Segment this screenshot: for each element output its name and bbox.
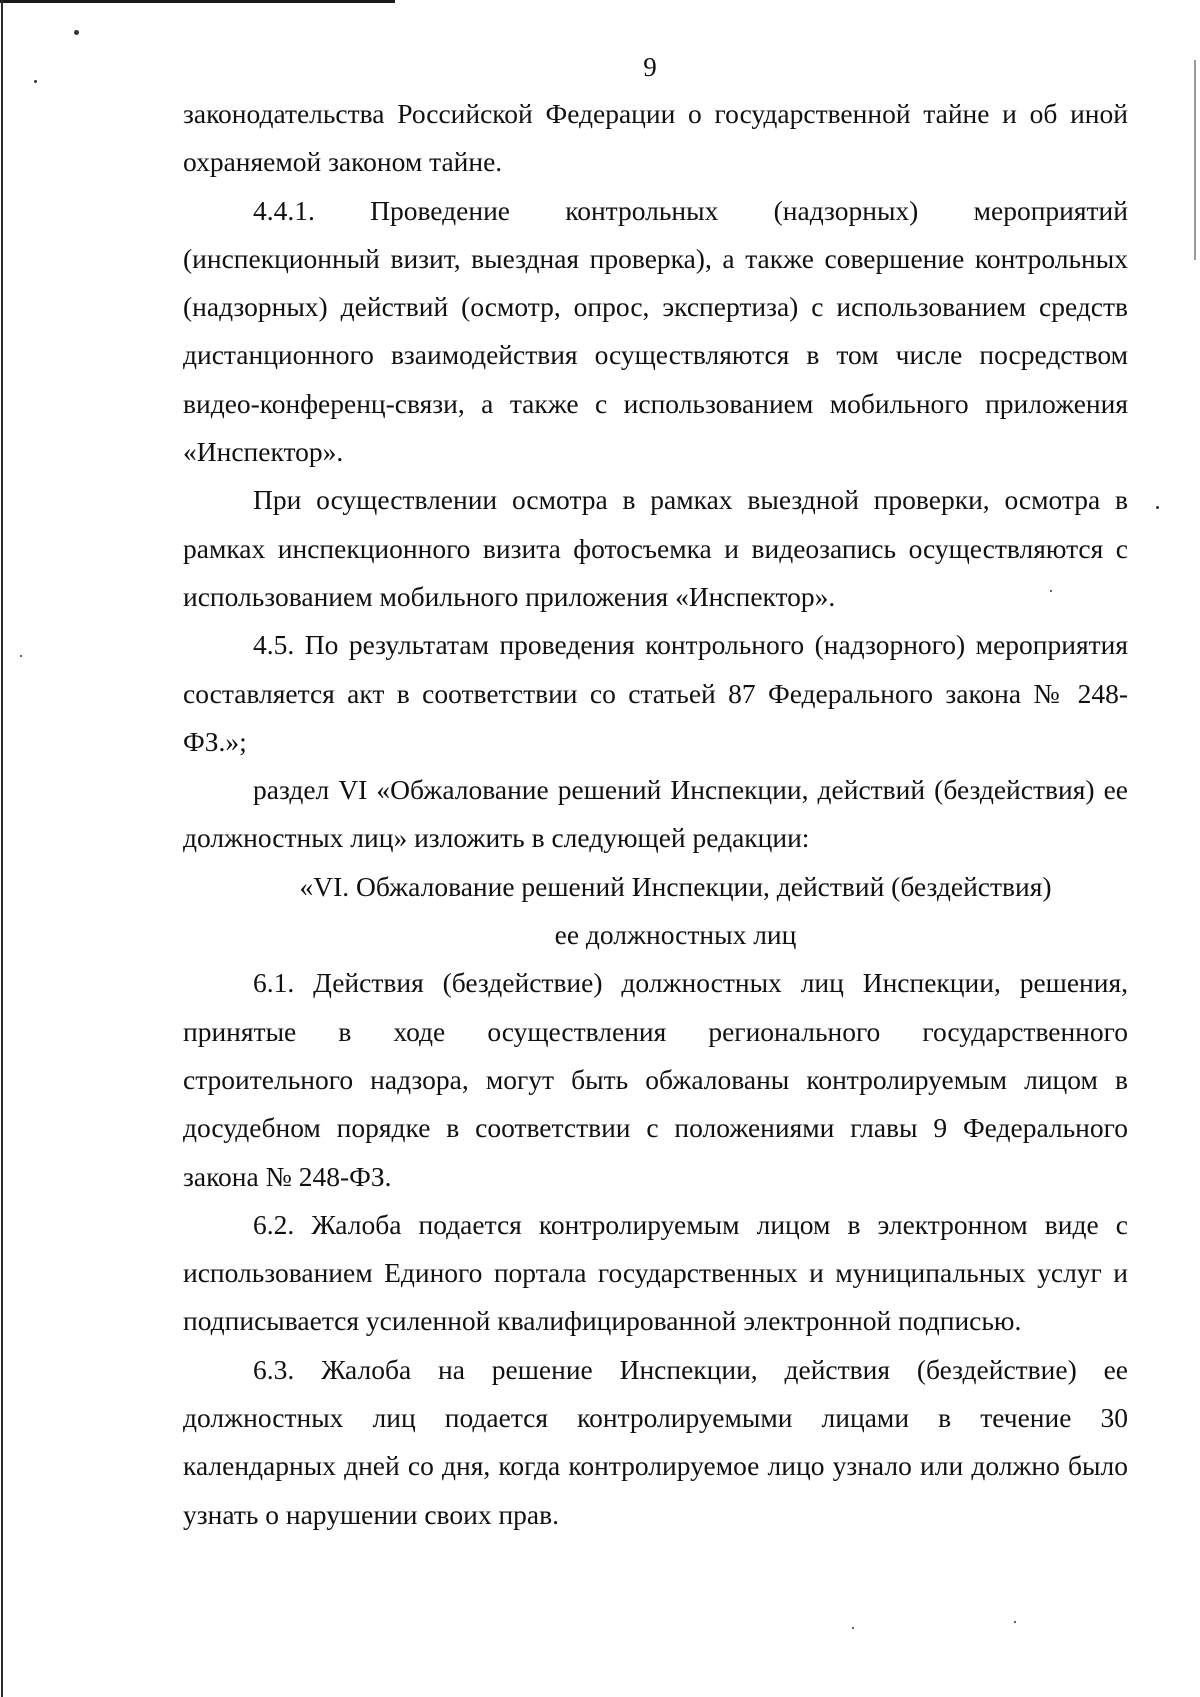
scan-speck bbox=[1156, 506, 1159, 509]
scan-speck bbox=[74, 30, 79, 35]
document-body bbox=[183, 90, 1128, 1539]
scan-speck bbox=[20, 655, 22, 657]
scan-speck bbox=[1014, 1621, 1016, 1623]
section-heading-line-1: «VI. Обжалование решений Инспекции, действий (бездействия) bbox=[299, 870, 1052, 902]
scan-edge-top bbox=[0, 0, 395, 3]
page-number: 9 bbox=[643, 52, 657, 82]
paragraph-6-2: 6.2. Жалоба подается контролируемым лицом в электронном виде с использованием Единого портала государственных и муниципальных услуг и подписывается усиленной квалифицированной электронной подписью. bbox=[183, 1208, 1128, 1337]
scan-edge-right bbox=[1194, 60, 1196, 260]
paragraph-continuation: законодательства Российской Федерации о государственной тайне и об иной охраняемой законом тайне. bbox=[183, 98, 1128, 178]
paragraph-6-3: 6.3. Жалоба на решение Инспекции, действия (бездействие) ее должностных лиц подается контролируемыми лицами в течение 30 календарных дней со дня, когда контролируемое лицо узнало или должно было узнать о нарушении своих прав. bbox=[183, 1353, 1128, 1530]
scan-edge-left bbox=[1, 0, 3, 1697]
paragraph-section-vi-intro: раздел VI «Обжалование решений Инспекции, действий (бездействия) ее должностных лиц» изложить в следующей редакции: bbox=[183, 774, 1128, 854]
paragraph-6-1: 6.1. Действия (бездействие) должностных лиц Инспекции, решения, принятые в ходе осуществления регионального государственного строительного надзора, могут быть обжалованы контролируемым лицом в досудебном порядке в соответствии с положениями главы 9 Федерального закона № 248-ФЗ. bbox=[183, 967, 1128, 1192]
section-heading-line-2: ее должностных лиц bbox=[554, 919, 797, 951]
scan-speck bbox=[852, 1627, 854, 1629]
paragraph-4-5: 4.5. По результатам проведения контрольного (надзорного) мероприятия составляется акт в соответствии со статьей 87 Федерального закона № 248-ФЗ.»; bbox=[183, 629, 1128, 757]
paragraph-4-4-1: 4.4.1. Проведение контрольных (надзорных) мероприятий (инспекционный визит, выездная проверка), а также совершение контрольных (надзорных) действий (осмотр, опрос, экспертиза) с использованием средств дистанционного взаимодействия осуществляются в том числе посредством видео-конференц-связи, а также с использованием мобильного приложения «Инспектор». bbox=[183, 194, 1128, 468]
paragraph-inspection-photo: При осуществлении осмотра в рамках выездной проверки, осмотра в рамках инспекционного визита фотосъемка и видеозапись осуществляются с использованием мобильного приложения «Инспектор». bbox=[183, 484, 1128, 612]
